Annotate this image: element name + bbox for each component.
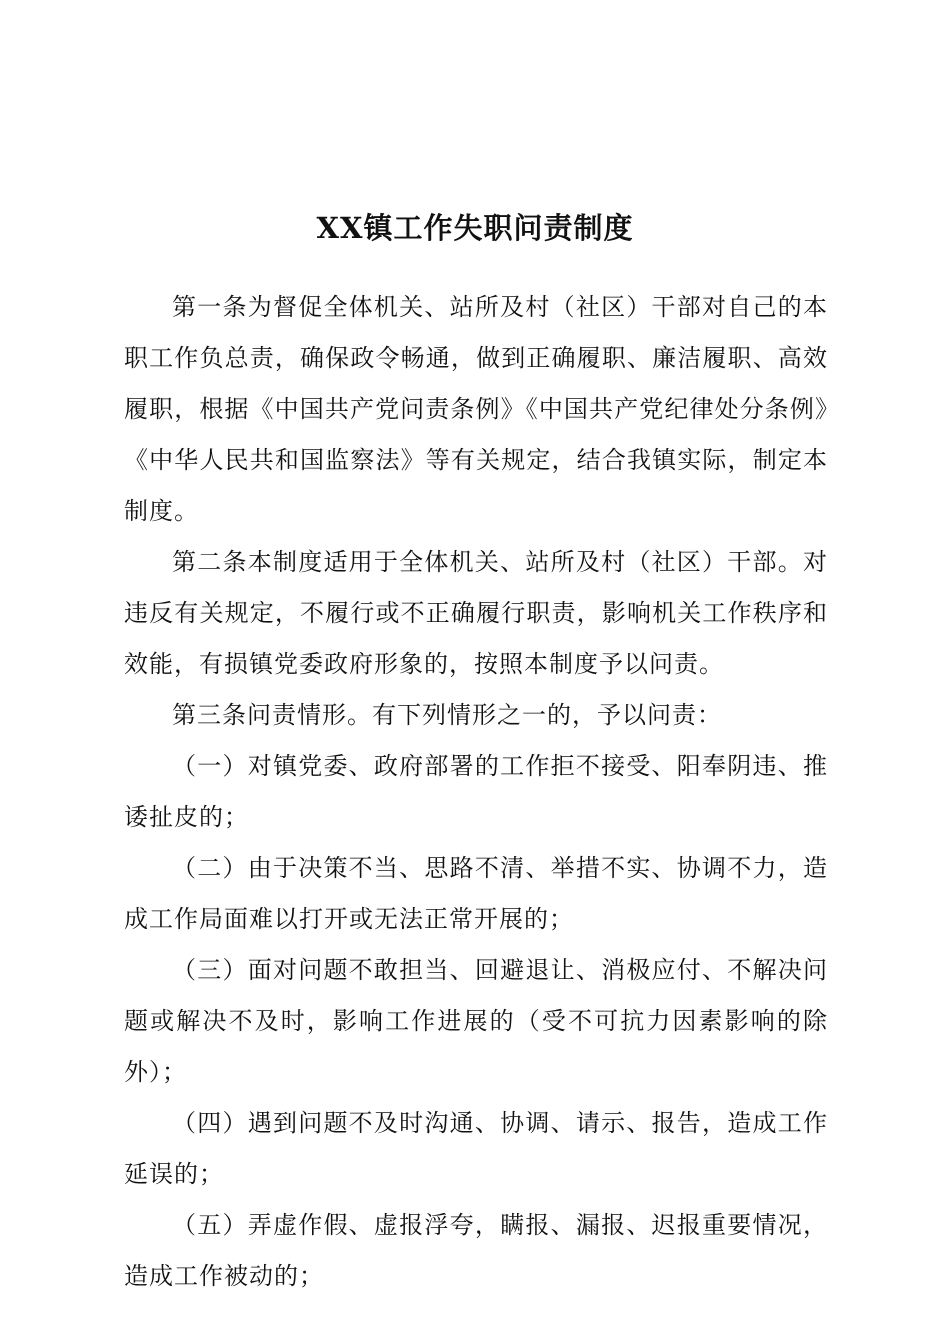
clause-3-paragraph: （三）面对问题不敢担当、回避退让、消极应付、不解决问题或解决不及时，影响工作进展的（受不可抗力因素影响的除外）； xyxy=(124,956,828,1086)
document-title: XX镇工作失职问责制度 xyxy=(316,211,634,245)
clause-2-paragraph: （二）由于决策不当、思路不清、举措不实、协调不力，造成工作局面难以打开或无法正常开展的； xyxy=(124,854,828,933)
clause-4-paragraph: （四）遇到问题不及时沟通、协调、请示、报告，造成工作延误的； xyxy=(124,1109,828,1188)
clause-5-paragraph: （五）弄虚作假、虚报浮夸，瞒报、漏报、迟报重要情况，造成工作被动的； xyxy=(124,1211,828,1290)
document-body xyxy=(124,282,828,1302)
article-3-paragraph: 第三条问责情形。有下列情形之一的，予以问责： xyxy=(172,701,722,729)
clause-1-paragraph: （一）对镇党委、政府部署的工作拒不接受、阳奉阴违、推诿扯皮的； xyxy=(124,752,828,831)
article-1-paragraph: 第一条为督促全体机关、站所及村（社区）干部对自己的本职工作负总责，确保政令畅通，做到正确履职、廉洁履职、高效履职，根据《中国共产党问责条例》《中国共产党纪律处分条例》《中华人民共和国监察法》等有关规定，结合我镇实际，制定本制度。 xyxy=(124,293,828,525)
article-2-paragraph: 第二条本制度适用于全体机关、站所及村（社区）干部。对违反有关规定，不履行或不正确履行职责，影响机关工作秩序和效能，有损镇党委政府形象的，按照本制度予以问责。 xyxy=(124,548,828,678)
